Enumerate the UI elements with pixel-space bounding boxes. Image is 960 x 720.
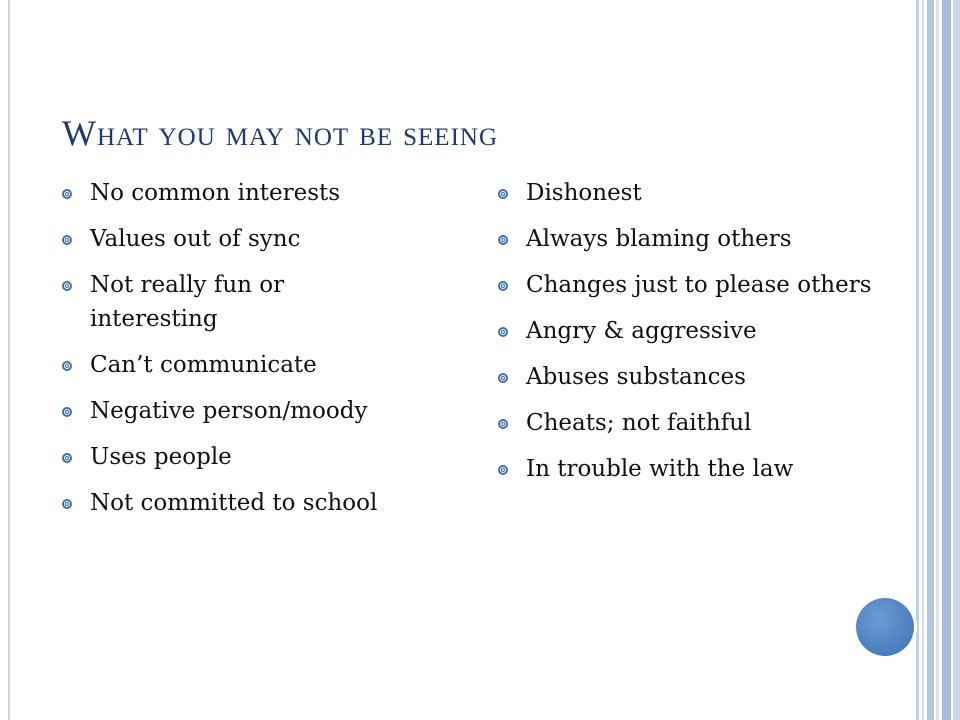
accent-circle xyxy=(856,598,914,656)
list-item: In trouble with the law xyxy=(498,452,898,486)
right-decorative-stripes xyxy=(916,0,960,720)
stripe xyxy=(916,0,919,720)
list-item: Changes just to please others xyxy=(498,268,898,302)
list-item: Abuses substances xyxy=(498,360,898,394)
list-item: Cheats; not faithful xyxy=(498,406,898,440)
stripe xyxy=(942,0,951,720)
list-item: No common interests xyxy=(62,176,412,210)
bullet-icon xyxy=(498,281,508,291)
list-item: Not really fun or interesting xyxy=(62,268,412,336)
bullet-icon xyxy=(498,373,508,383)
bullet-icon xyxy=(498,465,508,475)
stripe xyxy=(936,0,939,720)
stripe xyxy=(922,0,924,720)
list-item: Values out of sync xyxy=(62,222,412,256)
list-item: Uses people xyxy=(62,440,412,474)
bullet-icon xyxy=(62,361,72,371)
stripe xyxy=(953,0,960,720)
bullet-icon xyxy=(498,189,508,199)
bullet-icon xyxy=(62,281,72,291)
slide-title: What you may not be seeing xyxy=(62,113,498,153)
right-bullet-list xyxy=(498,176,898,498)
list-item: Negative person/moody xyxy=(62,394,412,428)
bullet-icon xyxy=(498,327,508,337)
bullet-icon xyxy=(62,499,72,509)
list-item: Angry & aggressive xyxy=(498,314,898,348)
list-item: Dishonest xyxy=(498,176,898,210)
bullet-icon xyxy=(62,407,72,417)
bullet-icon xyxy=(62,189,72,199)
bullet-icon xyxy=(62,453,72,463)
left-bullet-list xyxy=(62,176,412,532)
list-item: Can’t communicate xyxy=(62,348,412,382)
bullet-icon xyxy=(498,235,508,245)
stripe xyxy=(927,0,934,720)
bullet-icon xyxy=(62,235,72,245)
list-item: Always blaming others xyxy=(498,222,898,256)
bullet-icon xyxy=(498,419,508,429)
list-item: Not committed to school xyxy=(62,486,412,520)
left-border-line xyxy=(8,0,10,720)
